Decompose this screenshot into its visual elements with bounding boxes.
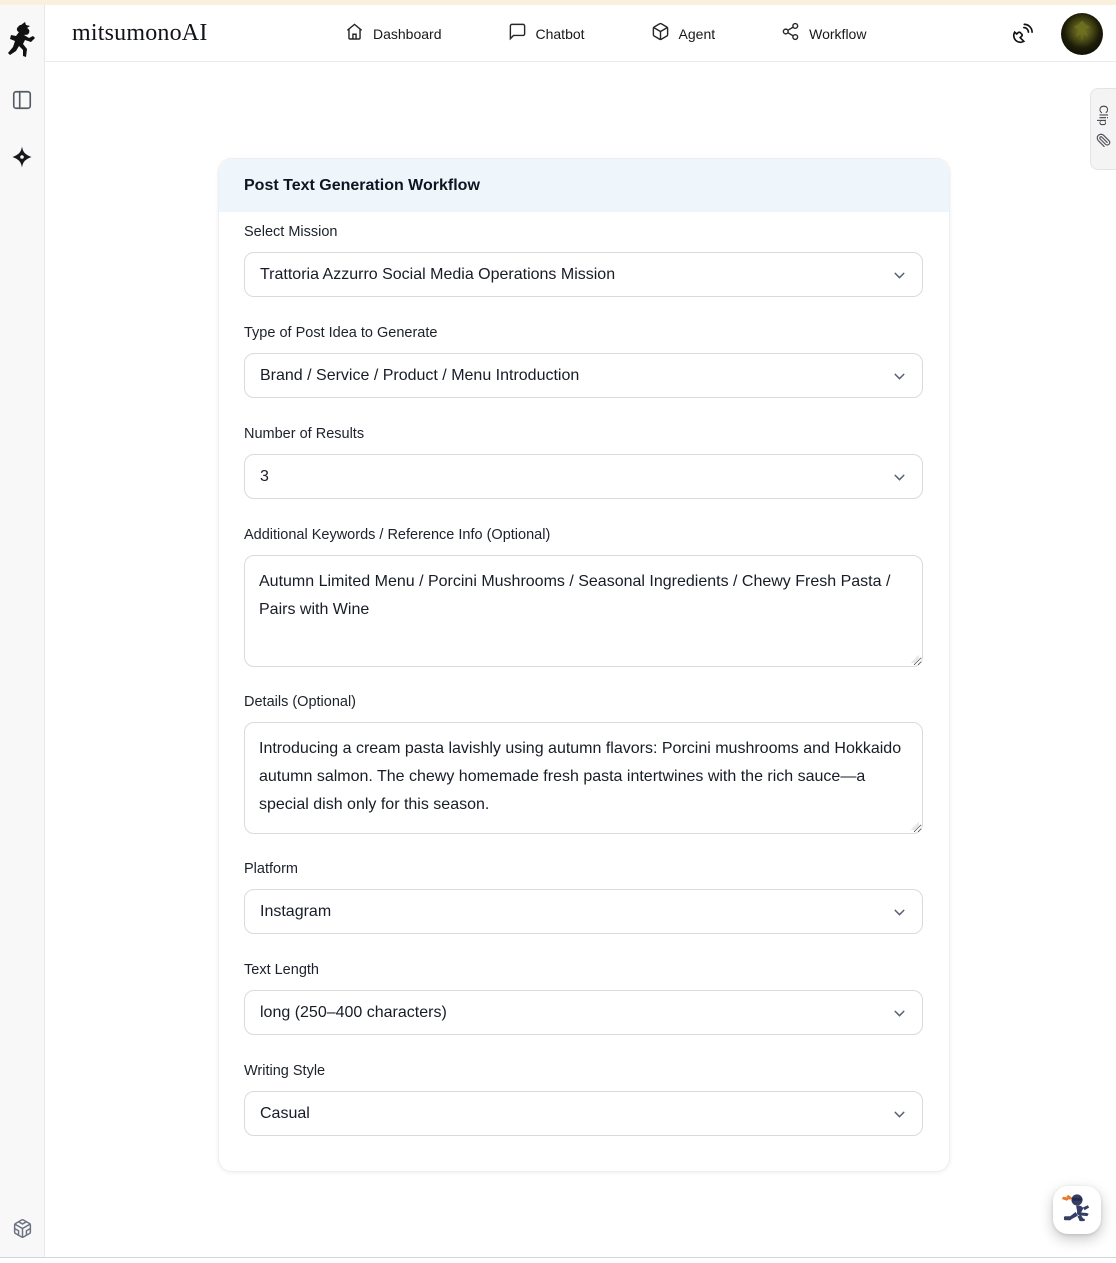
number-of-results-label: Number of Results [244, 426, 365, 442]
sparkles-icon[interactable] [6, 141, 38, 173]
main-nav [345, 5, 866, 62]
share-nodes-icon [781, 22, 800, 46]
top-accent-strip [0, 0, 1116, 5]
nav-label: Dashboard [373, 25, 442, 42]
selected-value: 3 [260, 467, 269, 485]
selected-value: Casual [260, 1104, 310, 1122]
user-avatar[interactable] [1061, 13, 1103, 55]
brand-name: mitsumonoAI [72, 19, 208, 46]
writing-style-label: Writing Style [244, 1063, 326, 1079]
nav-item-chatbot[interactable] [508, 22, 585, 46]
additional-keywords-textarea[interactable] [244, 555, 923, 667]
codesandbox-icon[interactable] [6, 1212, 38, 1244]
nav-item-workflow[interactable] [781, 22, 866, 46]
writing-style-dropdown[interactable] [244, 1091, 923, 1136]
satellite-dish-icon[interactable] [1009, 21, 1035, 47]
select-mission-label: Select Mission [244, 224, 338, 240]
assistant-mascot-button[interactable] [1053, 1186, 1101, 1234]
chevron-down-icon [891, 368, 908, 390]
workflow-form-card [218, 158, 950, 1172]
bottom-divider [0, 1257, 1116, 1258]
card-body [219, 212, 949, 1136]
details-textarea[interactable] [244, 722, 923, 834]
nav-label: Workflow [809, 25, 867, 42]
chevron-down-icon [891, 267, 908, 289]
nav-item-agent[interactable] [651, 22, 716, 46]
top-header [45, 5, 1116, 62]
panel-toggle-icon[interactable] [6, 84, 38, 116]
clip-tab-label: Clip [1096, 105, 1111, 126]
details-label: Details (Optional) [244, 694, 357, 710]
chevron-down-icon [891, 904, 908, 926]
selected-value: Instagram [260, 902, 332, 920]
header-right [1009, 5, 1103, 62]
selected-value: Brand / Service / Product / Menu Introduction [260, 366, 580, 384]
card-header [219, 159, 949, 212]
text-length-dropdown[interactable] [244, 990, 923, 1035]
nav-label: Chatbot [535, 25, 585, 42]
platform-dropdown[interactable] [244, 889, 923, 934]
home-icon [345, 22, 364, 46]
paperclip-icon [1096, 133, 1111, 153]
post-idea-type-dropdown[interactable] [244, 353, 923, 398]
selected-value: Trattoria Azzurro Social Media Operations Mission [260, 265, 616, 283]
additional-keywords-label: Additional Keywords / Reference Info (Optional) [244, 527, 551, 543]
clip-tab[interactable] [1090, 88, 1116, 170]
chevron-down-icon [891, 469, 908, 491]
number-of-results-dropdown[interactable] [244, 454, 923, 499]
cube-icon [651, 22, 670, 46]
chat-bubble-icon [508, 22, 527, 46]
select-mission-dropdown[interactable] [244, 252, 923, 297]
brand-ninja-logo [5, 19, 39, 63]
chevron-down-icon [891, 1106, 908, 1128]
selected-value: long (250–400 characters) [260, 1003, 447, 1021]
nav-label: Agent [678, 25, 716, 42]
platform-label: Platform [244, 861, 298, 877]
card-title: Post Text Generation Workflow [244, 176, 480, 194]
ninja-mascot-icon [1059, 1190, 1095, 1231]
left-sidebar [0, 5, 45, 1258]
text-length-label: Text Length [244, 962, 319, 978]
chevron-down-icon [891, 1005, 908, 1027]
post-idea-type-label: Type of Post Idea to Generate [244, 325, 438, 341]
nav-item-dashboard[interactable] [345, 22, 442, 46]
